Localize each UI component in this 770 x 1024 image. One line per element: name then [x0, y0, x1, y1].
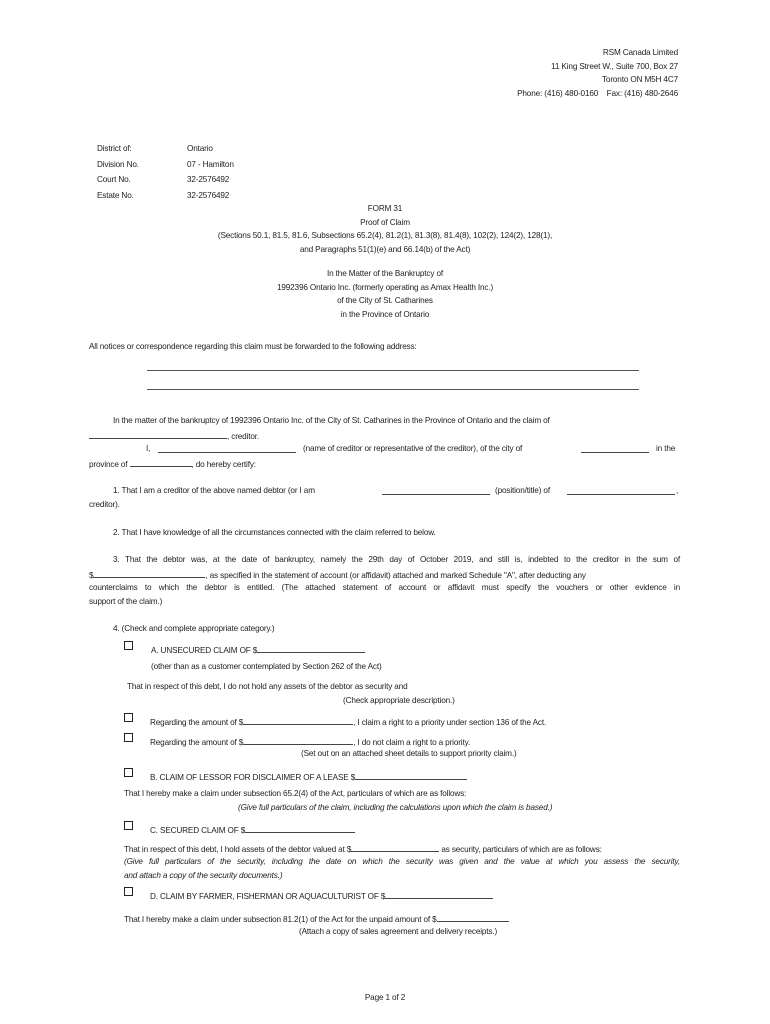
matter-line4: in the Province of Ontario — [340, 310, 430, 320]
secured-claim-label: C. SECURED CLAIM OF $ — [150, 826, 246, 835]
no-priority-claim-row — [150, 736, 470, 747]
firm-name: RSM Canada Limited — [602, 48, 678, 57]
court-info-values — [187, 141, 234, 204]
priority-claim-end: , I claim a right to a priority under section 136 of the Act. — [353, 718, 547, 727]
matter-line1: In the Matter of the Bankruptcy of — [327, 269, 443, 278]
no-priority-claim-checkbox[interactable] — [124, 733, 133, 742]
form-heading — [0, 202, 770, 257]
firm-header — [378, 46, 678, 101]
secured-text-end: as security, particulars of which are as follows: — [441, 845, 602, 854]
farmer-claim-checkbox[interactable] — [124, 887, 133, 896]
unsecured-check-note: (Check appropriate description.) — [343, 696, 455, 705]
address-line-1[interactable] — [147, 370, 639, 371]
secured-text-start: That in respect of this debt, I hold assets of the debtor valued at $ — [124, 845, 352, 854]
intro-line4 — [89, 458, 256, 469]
no-priority-amount-blank[interactable] — [243, 736, 353, 745]
para1-end: , — [676, 486, 679, 495]
secured-claim-row — [150, 824, 355, 835]
farmer-text: That I hereby make a claim under subsection 81.2(1) of the Act for the unpaid amount of $ — [124, 915, 437, 924]
farmer-note: (Attach a copy of sales agreement and delivery receipts.) — [299, 927, 498, 936]
district-label: District of: — [97, 144, 132, 153]
para1-start: 1. That I am a creditor of the above named debtor (or I am — [113, 486, 315, 495]
lessor-claim-row — [150, 771, 467, 782]
notices-text: All notices or correspondence regarding this claim must be forwarded to the following address: — [89, 342, 417, 351]
no-priority-claim-start: Regarding the amount of $ — [150, 738, 244, 747]
lessor-claim-checkbox[interactable] — [124, 768, 133, 777]
form-title: FORM 31 — [367, 204, 403, 213]
unsecured-claim-label: A. UNSECURED CLAIM OF $ — [151, 646, 258, 655]
farmer-claim-row — [150, 890, 493, 901]
lessor-note: (Give full particulars of the claim, including the calculations upon which the claim is based.) — [238, 803, 553, 812]
unsecured-text: That in respect of this debt, I do not hold any assets of the debtor as security and — [127, 682, 408, 691]
secured-text-row — [124, 843, 602, 854]
unsecured-amount-blank[interactable] — [257, 644, 365, 653]
no-priority-claim-end: , I do not claim a right to a priority. — [353, 738, 471, 747]
intro-line3-end: in the — [656, 444, 676, 453]
secured-note1: (Give full particulars of the security, including the date on which the security was given and the value at which you assess the security, — [124, 857, 680, 866]
para3-line4: support of the claim.) — [89, 597, 163, 606]
matter-line2: 1992396 Ontario Inc. (formerly operating as Amax Health Inc.) — [276, 282, 494, 292]
para3-line1: 3. That the debtor was, at the date of bankruptcy, namely the 29th day of October 2019, and still is, indebted to the creditor in the sum of — [113, 555, 680, 564]
estate-no-label: Estate No. — [97, 191, 134, 201]
priority-amount-blank[interactable] — [243, 716, 353, 725]
security-value-blank[interactable] — [351, 843, 439, 852]
province-blank[interactable] — [130, 458, 192, 467]
intro-line3-mid: (name of creditor or representative of the creditor), of the city of — [303, 444, 523, 453]
matter-line3: of the City of St. Catharines — [337, 296, 433, 306]
para3-line3: counterclaims to which the debtor is entitled. (The attached statement of account or affidavit must specify the vouchers or other evidence in — [89, 583, 680, 592]
unsecured-claim-row — [151, 644, 365, 655]
lessor-text: That I hereby make a claim under subsection 65.2(4) of the Act, particulars of which are as follows: — [124, 789, 467, 798]
priority-claim-checkbox[interactable] — [124, 713, 133, 722]
claim-sum-blank[interactable] — [93, 569, 205, 578]
creditor-name-blank[interactable] — [89, 430, 227, 439]
no-priority-note: (Set out on an attached sheet details to support priority claim.) — [301, 749, 517, 758]
division-value: 07 - Hamilton — [187, 159, 234, 169]
para1-line2: creditor). — [89, 500, 120, 509]
farmer-amount-blank[interactable] — [385, 890, 493, 899]
company-blank[interactable] — [567, 486, 675, 497]
priority-claim-start: Regarding the amount of $ — [150, 718, 244, 727]
para3-line2-rest: , as specified in the statement of account (or affidavit) attached and marked Schedule "A", after deducting any — [205, 571, 586, 580]
para3-dollar: $ — [89, 571, 94, 580]
unsecured-claim-checkbox[interactable] — [124, 641, 133, 650]
address-line-2[interactable] — [147, 389, 639, 390]
form-sections-line1: (Sections 50.1, 81.5, 81.6, Subsections 65.2(4), 81.2(1), 81.3(8), 81.4(8), 102(2), 124(2), 128(1), — [217, 231, 553, 241]
lessor-claim-label: B. CLAIM OF LESSOR FOR DISCLAIMER OF A LEASE $ — [150, 773, 356, 782]
secured-claim-checkbox[interactable] — [124, 821, 133, 830]
district-value: Ontario — [187, 144, 213, 153]
intro-line1: In the matter of the bankruptcy of 1992396 Ontario Inc. of the City of St. Catharines in the Province of Ontario and the claim of — [113, 416, 550, 425]
intro-line4-end: , do hereby certify: — [191, 460, 256, 469]
firm-phone-fax: Phone: (416) 480-0160 Fax: (416) 480-2646 — [517, 89, 678, 99]
unsecured-note: (other than as a customer contemplated by Section 262 of the Act) — [151, 662, 382, 671]
form-sections-line2: and Paragraphs 51(1)(e) and 66.14(b) of the Act) — [299, 245, 471, 255]
firm-address-line2: Toronto ON M5H 4C7 — [601, 75, 678, 85]
court-info-labels — [97, 141, 139, 204]
para2: 2. That I have knowledge of all the circumstances connected with the claim referred to below. — [113, 528, 436, 537]
form-subtitle: Proof of Claim — [360, 217, 410, 227]
para4-title: 4. (Check and complete appropriate category.) — [113, 624, 275, 633]
intro-line2-suffix: , creditor. — [227, 432, 260, 441]
court-no-value: 32-2576492 — [187, 175, 230, 185]
city-blank[interactable] — [581, 444, 649, 455]
division-label: Division No. — [97, 159, 139, 169]
representative-name-blank[interactable] — [158, 444, 296, 455]
position-title-blank[interactable] — [382, 486, 490, 497]
priority-claim-row — [150, 716, 546, 727]
matter-heading — [0, 267, 770, 322]
farmer-claim-label: D. CLAIM BY FARMER, FISHERMAN OR AQUACULTURIST OF $ — [150, 892, 386, 901]
estate-no-value: 32-2576492 — [187, 191, 230, 201]
para3-line2 — [89, 569, 680, 580]
page-number: Page 1 of 2 — [364, 993, 406, 1002]
court-no-label: Court No. — [97, 175, 131, 185]
lessor-amount-blank[interactable] — [355, 771, 467, 780]
secured-note2: and attach a copy of the security documents.) — [124, 871, 283, 880]
intro-line2 — [89, 430, 259, 441]
intro-line4-start: province of — [89, 460, 128, 469]
farmer-text-row — [124, 913, 509, 924]
para1-mid: (position/title) of — [495, 486, 550, 495]
unpaid-amount-blank[interactable] — [437, 913, 509, 922]
intro-i: I, — [146, 444, 151, 453]
firm-address-line1: 11 King Street W., Suite 700, Box 27 — [551, 61, 678, 71]
secured-amount-blank[interactable] — [245, 824, 355, 833]
